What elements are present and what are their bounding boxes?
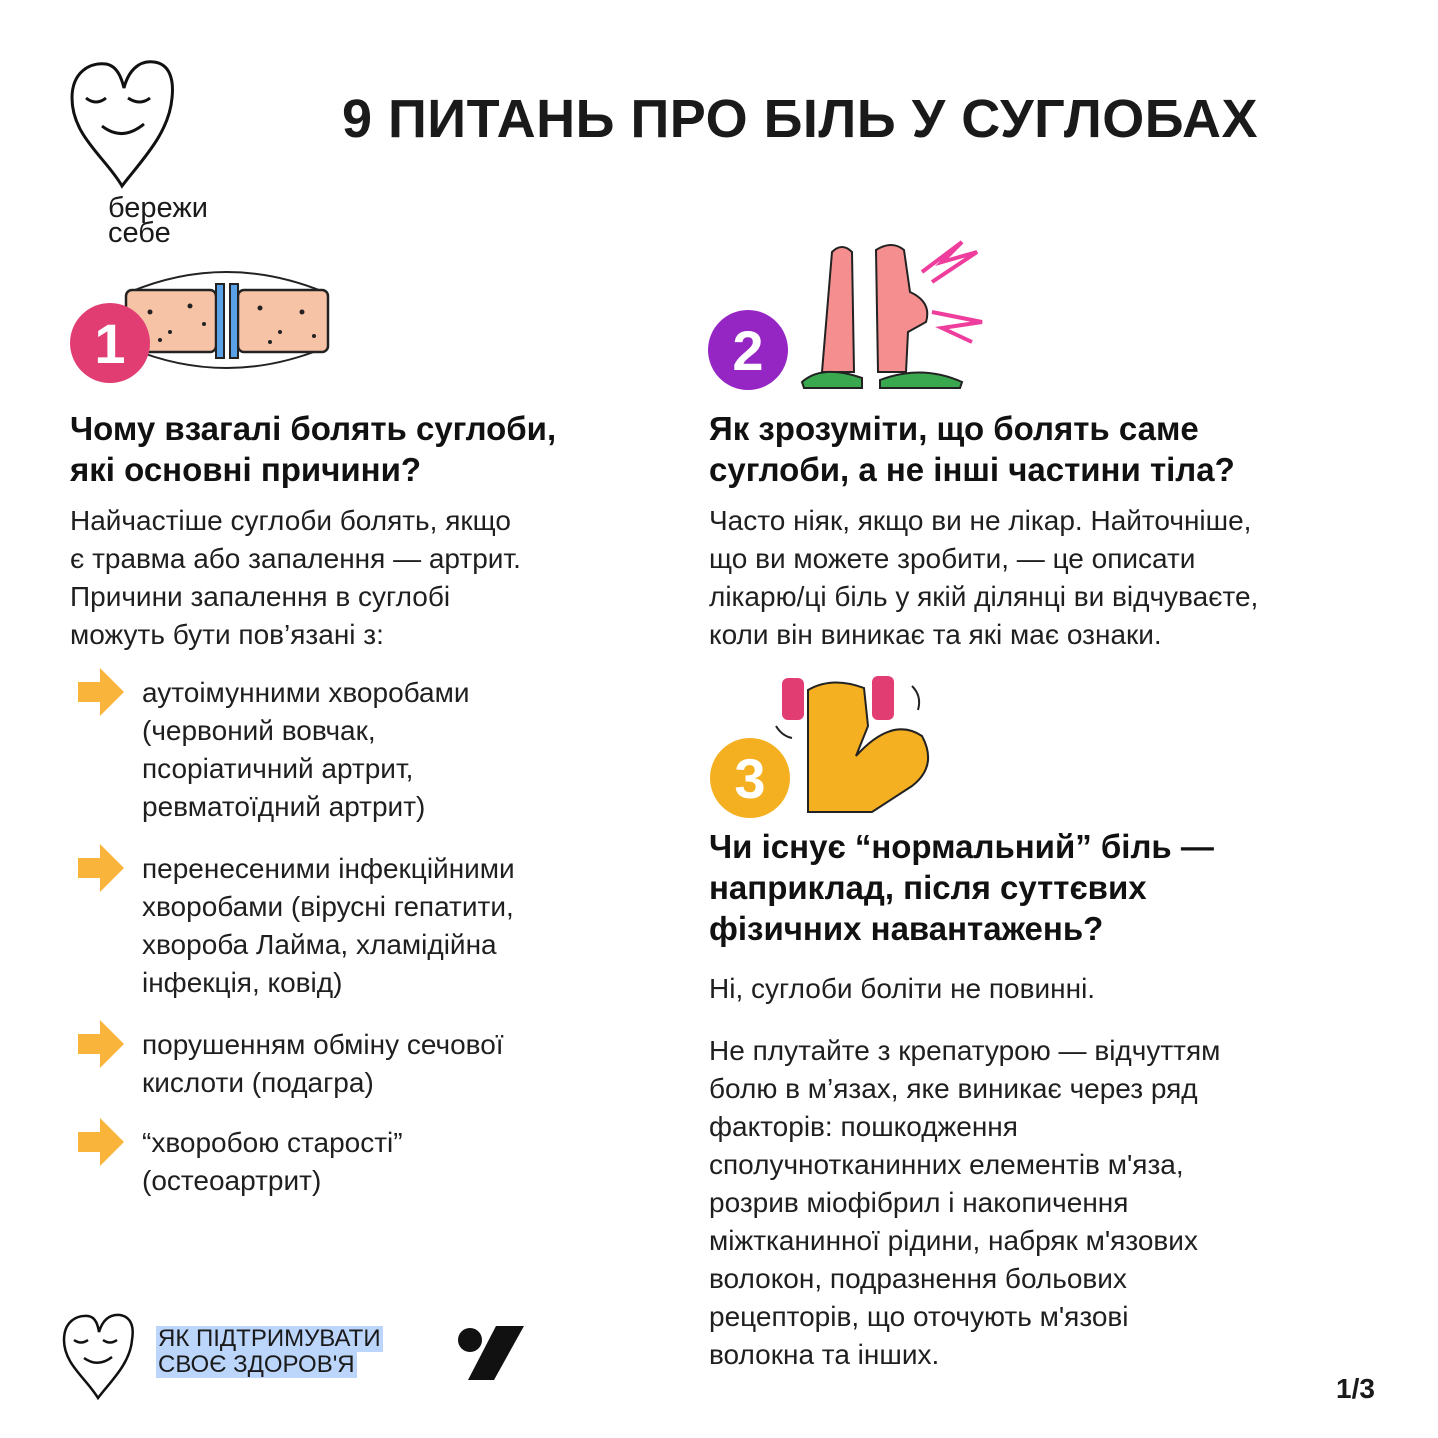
bullet-line: кислоти (подагра)	[142, 1067, 374, 1098]
body-line: є травма або запалення — артрит.	[70, 543, 521, 574]
body-line: Часто ніяк, якщо ви не лікар. Найточніше,	[709, 505, 1252, 536]
arrow-right-icon	[76, 842, 126, 894]
bullet-line: інфекція, ковід)	[142, 967, 343, 998]
body-line: можуть бути пов’язані з:	[70, 619, 384, 650]
body-line: що ви можете зробити, — це описати	[709, 543, 1196, 574]
question-1-badge	[70, 303, 150, 383]
bullet-line: перенесеними інфекційними	[142, 853, 515, 884]
page-indicator: 1/3	[1336, 1373, 1375, 1404]
heart-logo-icon	[66, 58, 178, 190]
brand-name	[108, 192, 208, 249]
heading-line: Як зрозуміти, що болять саме	[709, 410, 1199, 447]
legs-knee-pain-icon	[792, 232, 992, 392]
question-3-short-answer: Ні, суглоби боліти не повинні.	[709, 973, 1096, 1004]
body-line: сполучнотканинних елементів м'яза,	[709, 1149, 1184, 1180]
cause-list-item	[76, 1026, 504, 1102]
cause-list-item	[76, 850, 515, 1002]
body-line: лікарю/ці біль у якій ділянці ви відчуваєте,	[709, 581, 1259, 612]
question-1-heading	[70, 408, 556, 490]
footer-line-1: ЯК ПІДТРИМУВАТИ	[158, 1325, 381, 1352]
cause-list-item	[76, 674, 470, 826]
arrow-right-icon	[76, 1018, 126, 1070]
heart-logo-small-icon	[60, 1312, 136, 1402]
question-2-number: 2	[732, 318, 764, 382]
heading-line: які основні причини?	[70, 451, 422, 488]
question-2-answer	[709, 502, 1258, 654]
body-line: розрив міофібрил і накопичення	[709, 1187, 1129, 1218]
heading-line: суглоби, а не інші частини тіла?	[709, 451, 1235, 488]
bullet-line: (червоний вовчак,	[142, 715, 376, 746]
brand-line-2: себе	[108, 217, 171, 249]
body-line: болю в м’язах, яке виникає через ряд	[709, 1073, 1198, 1104]
question-2-badge	[708, 310, 788, 390]
bullet-line: ревматоїдний артрит)	[142, 791, 426, 822]
bullet-line: “хворобою старості”	[142, 1127, 403, 1158]
joint-illustration-icon	[120, 262, 332, 378]
page-title: 9 ПИТАНЬ ПРО БІЛЬ У СУГЛОБАХ	[341, 89, 1259, 149]
body-line: Причини запалення в суглобі	[70, 581, 451, 612]
body-line: рецепторів, що оточують м'язові	[709, 1301, 1129, 1332]
arrow-right-icon	[76, 1116, 126, 1168]
cause-list-item	[76, 1124, 403, 1200]
question-3-number: 3	[734, 746, 766, 810]
partner-logo-icon	[456, 1326, 526, 1380]
question-1-intro	[70, 502, 521, 654]
body-line: міжтканинної рідини, набряк м'язових	[709, 1225, 1198, 1256]
body-line: Не плутайте з крепатурою — відчуттям	[709, 1035, 1221, 1066]
question-3-heading	[709, 826, 1214, 949]
brand-line-1: бережи	[108, 192, 208, 224]
bullet-line: хвороба Лайма, хламідійна	[142, 929, 497, 960]
heading-line: наприклад, після суттєвих	[709, 869, 1147, 906]
question-2-heading	[709, 408, 1235, 490]
bullet-line: порушенням обміну сечової	[142, 1029, 504, 1060]
heading-line: Чи існує “нормальний” біль —	[709, 828, 1214, 865]
body-line: Найчастіше суглоби болять, якщо	[70, 505, 511, 536]
heading-line: фізичних навантажень?	[709, 910, 1104, 947]
flexed-arm-dumbbell-icon	[772, 666, 940, 816]
bullet-line: аутоімунними хворобами	[142, 677, 470, 708]
footer-line-2: СВОЄ ЗДОРОВ'Я	[158, 1351, 355, 1378]
question-3-explanation	[709, 1032, 1220, 1374]
footer-series-title	[156, 1326, 383, 1378]
bullet-line: хворобами (вірусні гепатити,	[142, 891, 514, 922]
arrow-right-icon	[76, 666, 126, 718]
bullet-line: псоріатичний артрит,	[142, 753, 414, 784]
body-line: волокна та інших.	[709, 1339, 940, 1370]
body-line: волокон, подразнення больових	[709, 1263, 1127, 1294]
heading-line: Чому взагалі болять суглоби,	[70, 410, 557, 447]
body-line: факторів: пошкодження	[709, 1111, 1018, 1142]
question-1-number: 1	[94, 311, 126, 375]
body-line: коли він виникає та які має ознаки.	[709, 619, 1162, 650]
bullet-line: (остеоартрит)	[142, 1165, 322, 1196]
